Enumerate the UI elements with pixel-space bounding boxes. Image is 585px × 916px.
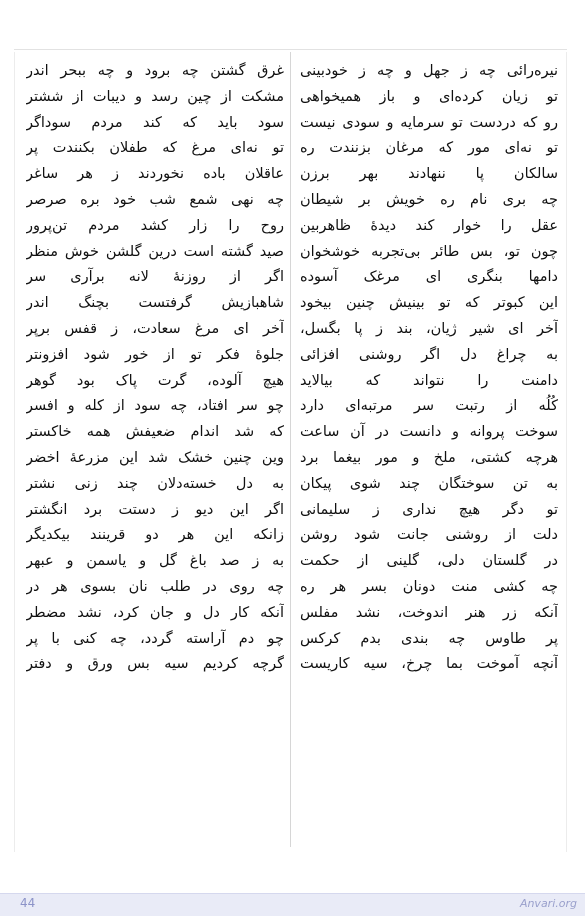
verse-line: چون تو، بس طائر بی‌تجربه خوشخوان <box>300 243 558 260</box>
verse-line: که شد اندام ضعیفش همه خاکستر <box>26 424 284 441</box>
watermark: Anvari.org <box>519 897 577 910</box>
verse-line: چه نهی شمع شب خود بره صرصر <box>26 191 284 208</box>
verse-line: چو سر افتاد، چه سود از کله و افسر <box>26 398 284 415</box>
verse-line: مشکت از چین رسد و دیبات از ششتر <box>26 88 284 105</box>
verse-line: آخر ای مرغ سعادت، ز قفس برپر <box>26 320 284 337</box>
verse-line: دامنت را نتواند که بیالاید <box>300 372 558 389</box>
verse-line: سالکان پا ننهادند بهر برزن <box>300 166 558 183</box>
top-rule <box>14 49 567 50</box>
verse-line: کُلُه از رتبت سر مرتبه‌ای دارد <box>300 398 558 415</box>
verse-line: این کبوتر که تو بینیش چنین بیخود <box>300 295 558 312</box>
verse-line: به چراغ دل اگر روشنی افزائی <box>300 346 558 363</box>
verse-line: اگر این دیو ز دستت برد انگشتر <box>26 501 284 518</box>
verse-line: به ز صد باغ گل و یاسمن و عبهر <box>26 553 284 570</box>
verse-line: شاهبازیش گرفتست بچنگ اندر <box>26 295 284 312</box>
verse-line: تو زیان کرده‌ای و باز همیخواهی <box>300 88 558 105</box>
verse-line: چو دم آراسته گردد، چه کنی با پر <box>26 630 284 647</box>
verse-line: هرچه کشتی، ملخ و مور بیغما برد <box>300 449 558 466</box>
verse-line: عقل را خوار کند دیدهٔ ظاهربین <box>300 217 558 234</box>
verse-line: هیچ آلوده، گرت پاک بود گوهر <box>26 372 284 389</box>
verse-line: صید گشته است درین گلشن خوش منظر <box>26 243 284 260</box>
page-number: 44 <box>20 896 36 910</box>
left-column-hemistichs <box>26 59 284 678</box>
verse-line: تو نه‌ای مور که مرغان بزنندت ره <box>300 140 558 157</box>
column-divider <box>290 52 291 847</box>
verse-line: اگر از روزنهٔ لانه برآری سر <box>26 269 284 286</box>
verse-line: آنکه کار دل و جان کرد، نشد مضطر <box>26 604 284 621</box>
verse-line: گرچه کردیم سیه بس ورق و دفتر <box>26 656 284 673</box>
verse-line: آنکه زر هنر اندوخت، نشد مفلس <box>300 604 558 621</box>
verse-line: سود باید که کند مردم سوداگر <box>26 114 284 131</box>
verse-line: چه کشی منت دونان بسر هر ره <box>300 578 558 595</box>
verse-line: روح را زار کشد مردم تن‌پرور <box>26 217 284 234</box>
verse-line: زانکه این هر دو قرینند بیکدیگر <box>26 527 284 544</box>
verse-line: جلوهٔ فکر تو از خور شود افزونتر <box>26 346 284 363</box>
verse-line: عاقلان باده نخوردند ز هر ساغر <box>26 166 284 183</box>
verse-line: به تن سوختگان چند شوی پیکان <box>300 475 558 492</box>
verse-line: پر طاوس چه بندی بدم کرکس <box>300 630 558 647</box>
verse-line: نیره‌رائی چه ز جهل و چه ز خودبینی <box>300 63 558 79</box>
left-page-edge <box>14 52 15 852</box>
verse-line: چه روی در طلب نان بسوی هر در <box>26 578 284 595</box>
right-column-hemistichs <box>300 59 558 678</box>
verse-line: دامها بنگری ای مرغک آسوده <box>300 269 558 286</box>
verse-line: آنچه آموخت بما چرخ، سیه کاریست <box>300 656 558 673</box>
verse-line: چه بری نام ره خویش بر شیطان <box>300 191 558 208</box>
verse-line: وین چنین خشک شد این مزرعهٔ اخضر <box>26 449 284 466</box>
verse-line: غرق گشتن چه برود و چه ببحر اندر <box>26 63 284 79</box>
verse-line: در گلستان دلی، گلینی از حکمت <box>300 553 558 570</box>
right-page-edge <box>566 52 567 852</box>
verse-line: رو که دردست تو سرمایه و سودی نیست <box>300 114 558 131</box>
footer-band <box>0 893 585 916</box>
verse-line: سوخت پروانه و دانست در آن ساعت <box>300 424 558 441</box>
verse-line: تو دگر هیچ نداری ز سلیمانی <box>300 501 558 518</box>
verse-line: تو نه‌ای مرغ که طفلان بکنندت پر <box>26 140 284 157</box>
verse-line: دلت از روشنی جانت شود روشن <box>300 527 558 544</box>
verse-line: آخر ای شیر ژیان، بند ز پا بگسل، <box>300 320 558 337</box>
verse-line: به دل خسته‌دلان چند زنی نشتر <box>26 475 284 492</box>
